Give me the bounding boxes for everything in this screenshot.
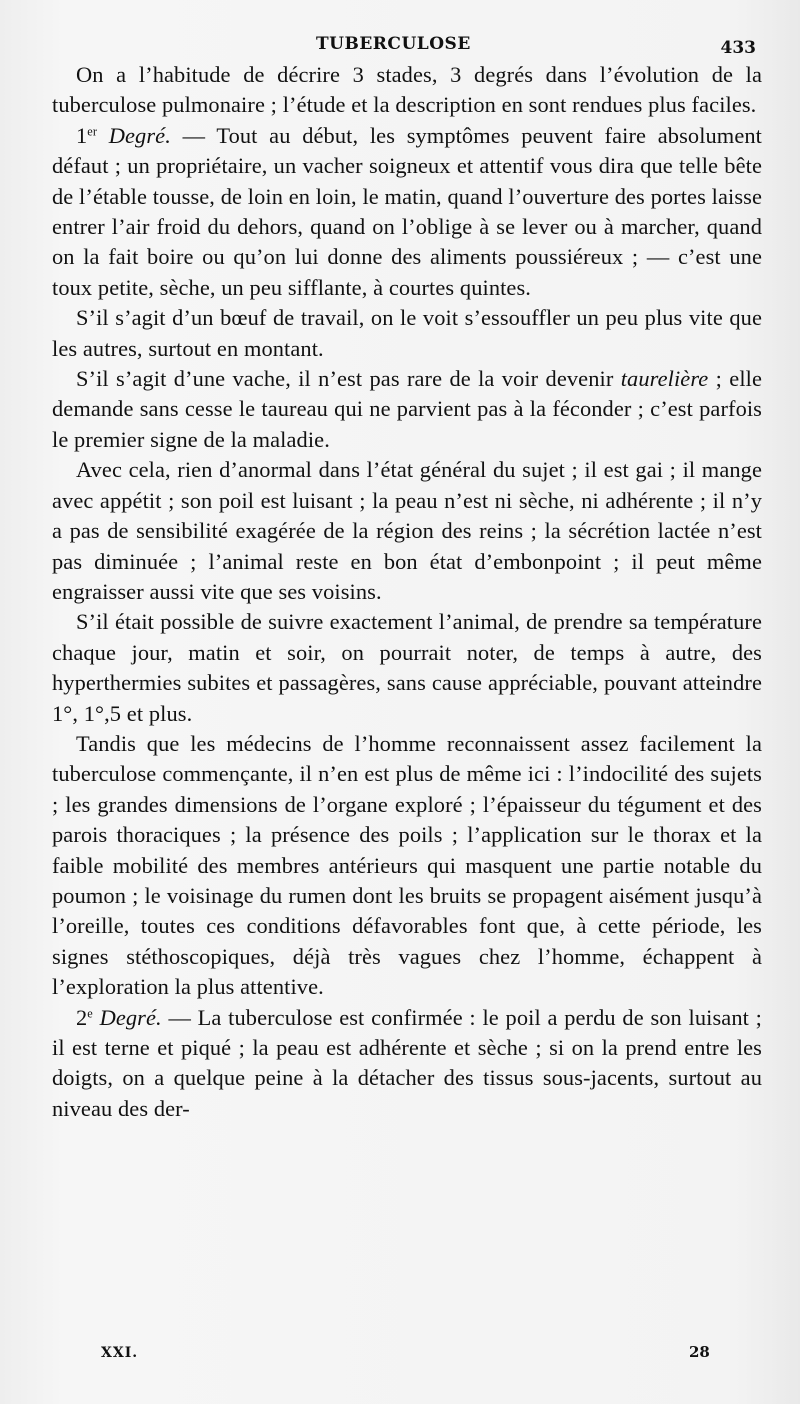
ordinal-suffix: e	[87, 1006, 93, 1021]
signature-mark: XXI.	[101, 1345, 139, 1361]
paragraph-general-state	[52, 455, 762, 607]
running-title: TUBERCULOSE	[316, 34, 471, 54]
paragraph-first-degree	[52, 121, 762, 303]
page-footer	[0, 1345, 800, 1371]
paragraph-text: S’il était possible de suivre exactement l’animal, de prendre sa température chaque jour, matin et soir, on pourrait noter, de temps à autre, des hyperthermies subites et passagères, sans cause appréciable, pouvant atteindre 1°, 1°,5 et plus.	[52, 609, 762, 726]
paragraph-text: Tandis que les médecins de l’homme reconnaissent assez facilement la tuberculose commençante, il n’en est plus de même ici : l’indocilité des sujets ; les grandes dimensions de l’organe exploré ; l’épaisseur du tégument et des parois thoraciques ; la présence des poils ; l’application sur le thorax et la faible mobilité des membres antérieurs qui masquent une partie notable du poumon ; le voisinage du rumen dont les bruits se propagent aisément jusqu’à l’oreille, toutes ces conditions défavorables font que, à cette période, les signes stéthoscopiques, déjà très vagues chez l’homme, échappent à l’exploration la plus attentive.	[52, 730, 762, 1000]
degree-number: 1	[76, 122, 88, 148]
page-number: 433	[720, 38, 756, 58]
paragraph-text-before: S’il s’agit d’une vache, il n’est pas rare de la voir devenir	[76, 366, 621, 392]
paragraph-intro	[52, 60, 762, 121]
paragraph-text: Avec cela, rien d’anormal dans l’état général du sujet ; il est gai ; il mange avec appétit ; son poil est luisant ; la peau n’est ni sèche, ni adhérente ; il n’y a pas de sensibilité exagérée de la région des reins ; la sécrétion lactée n’est pas diminuée ; l’animal reste en bon état d’embonpoint ; il peut même engraisser aussi vite que ses voisins.	[52, 457, 762, 604]
paragraph-work-ox	[52, 303, 762, 364]
running-header	[0, 34, 800, 60]
paragraph-cow	[52, 364, 762, 455]
ordinal-suffix: er	[87, 124, 98, 139]
degree-label: Degré.	[92, 1004, 162, 1030]
paragraph-second-degree	[52, 1003, 762, 1125]
paragraph-temperature	[52, 607, 762, 729]
degree-number: 2	[76, 1004, 88, 1030]
paragraph-text: On a l’habitude de décrire 3 stades, 3 degrés dans l’évolution de la tuberculose pulmonaire ; l’étude et la description en sont rendues plus faciles.	[52, 62, 762, 118]
paragraph-text: S’il s’agit d’un bœuf de travail, on le voit s’essouffler un peu plus vite que les autres, surtout en montant.	[52, 305, 762, 361]
paragraph-physicians	[52, 729, 762, 1003]
body-text	[52, 60, 762, 1124]
emphasis-word: taurelière	[620, 366, 709, 392]
paragraph-text: — La tuberculose est confirmée : le poil a perdu de son luisant ; il est terne et piqué ; la peau est adhérente et sèche ; si on la prend entre les doigts, on a quelque peine à la détacher des tissus sous-jacents, surtout au niveau des der-	[52, 1004, 762, 1121]
paragraph-text: — Tout au début, les symptômes peuvent faire absolument défaut ; un propriétaire, un vacher soigneux et attentif vous dira que telle bête de l’étable tousse, de loin en loin, le matin, quand l’ouverture des portes laisse entrer l’air froid du dehors, quand on l’oblige à se lever ou à marcher, quand on la fait boire ou qu’on lui donne des aliments poussiéreux ; — c’est une toux petite, sèche, un peu sifflante, à courtes quintes.	[52, 122, 762, 300]
sheet-number: 28	[689, 1343, 710, 1361]
degree-label: Degré.	[97, 122, 171, 148]
paragraph-text-after: ; elle demande sans cesse le taureau qui ne parvient pas à la féconder ; c’est parfois le premier signe de la maladie.	[52, 366, 763, 452]
